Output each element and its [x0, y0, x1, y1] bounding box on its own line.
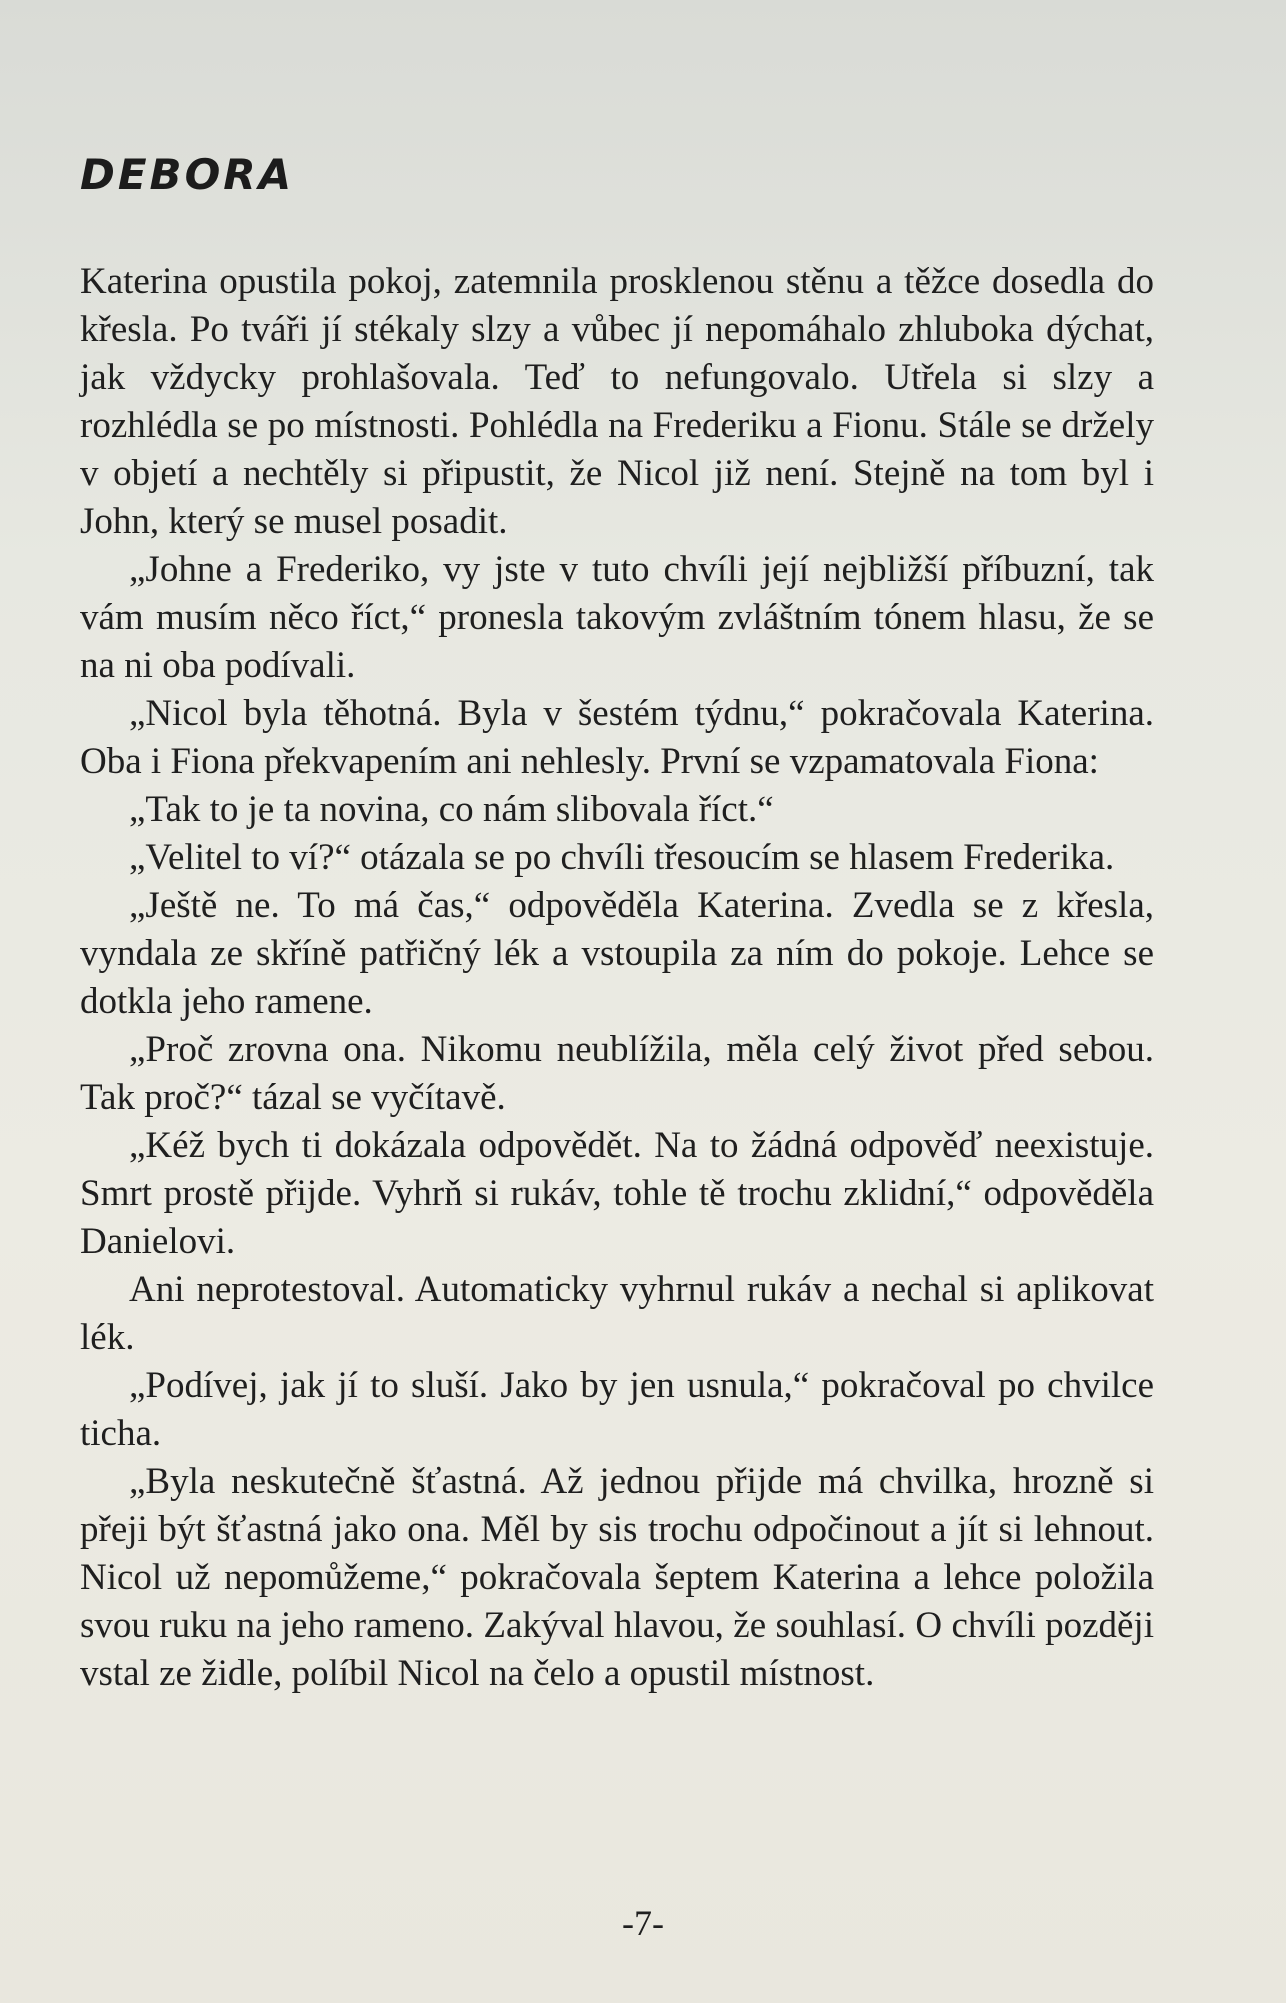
paragraph: Katerina opustila pokoj, zatemnila prosklenou stěnu a těžce dosedla do křesla. Po tváři jí stékaly slzy a vůbec jí nepomáhalo zhluboka dýchat, jak vždycky prohlašovala. Teď to nefungovalo. Utřela si slzy a rozhlédla se po místnosti. Pohlédla na Frederiku a Fionu. Stále se držely v objetí a nechtěly si připustit, že Nicol již není. Stejně na tom byl i John, který se musel posadit. [80, 261, 1154, 542]
paragraph: „Byla neskutečně šťastná. Až jednou přijde má chvilka, hrozně si přeji být šťastná jako ona. Měl by sis trochu odpočinout a jít si lehnout. Nicol už nepomůžeme,“ pokračovala šeptem Katerina a lehce položila svou ruku na jeho rameno. Zakýval hlavou, že souhlasí. O chvíli později vstal ze židle, políbil Nicol na čelo a opustil místnost. [80, 1461, 1154, 1694]
paragraph: „Ještě ne. To má čas,“ odpověděla Katerina. Zvedla se z křesla, vyndala ze skříně patřičný lék a vstoupila za ním do pokoje. Lehce se dotkla jeho ramene. [80, 885, 1154, 1022]
chapter-title: DEBORA [80, 150, 295, 199]
paragraph: „Proč zrovna ona. Nikomu neublížila, měla celý život před sebou. Tak proč?“ tázal se vyčítavě. [80, 1029, 1154, 1118]
paragraph: „Podívej, jak jí to sluší. Jako by jen usnula,“ pokračoval po chvilce ticha. [80, 1365, 1154, 1454]
paragraph: „Nicol byla těhotná. Byla v šestém týdnu,“ pokračovala Katerina. Oba i Fiona překvapením ani nehlesly. První se vzpamatovala Fiona: [80, 693, 1154, 782]
chapter-text [80, 258, 1154, 1698]
page-number: -7- [622, 1903, 664, 1943]
paragraph: „Kéž bych ti dokázala odpovědět. Na to žádná odpověď neexistuje. Smrt prostě přijde. Vyhrň si rukáv, tohle tě trochu zklidní,“ odpověděla Danielovi. [80, 1125, 1154, 1262]
paragraph: „Velitel to ví?“ otázala se po chvíli třesoucím se hlasem Frederika. [129, 837, 1115, 878]
paragraph: Ani neprotestoval. Automaticky vyhrnul rukáv a nechal si aplikovat lék. [80, 1269, 1154, 1358]
paragraph: „Johne a Frederiko, vy jste v tuto chvíli její nejbližší příbuzní, tak vám musím něco říct,“ pronesla takovým zvláštním tónem hlasu, že se na ni oba podívali. [80, 549, 1154, 686]
paragraph: „Tak to je ta novina, co nám slibovala říct.“ [129, 789, 774, 830]
